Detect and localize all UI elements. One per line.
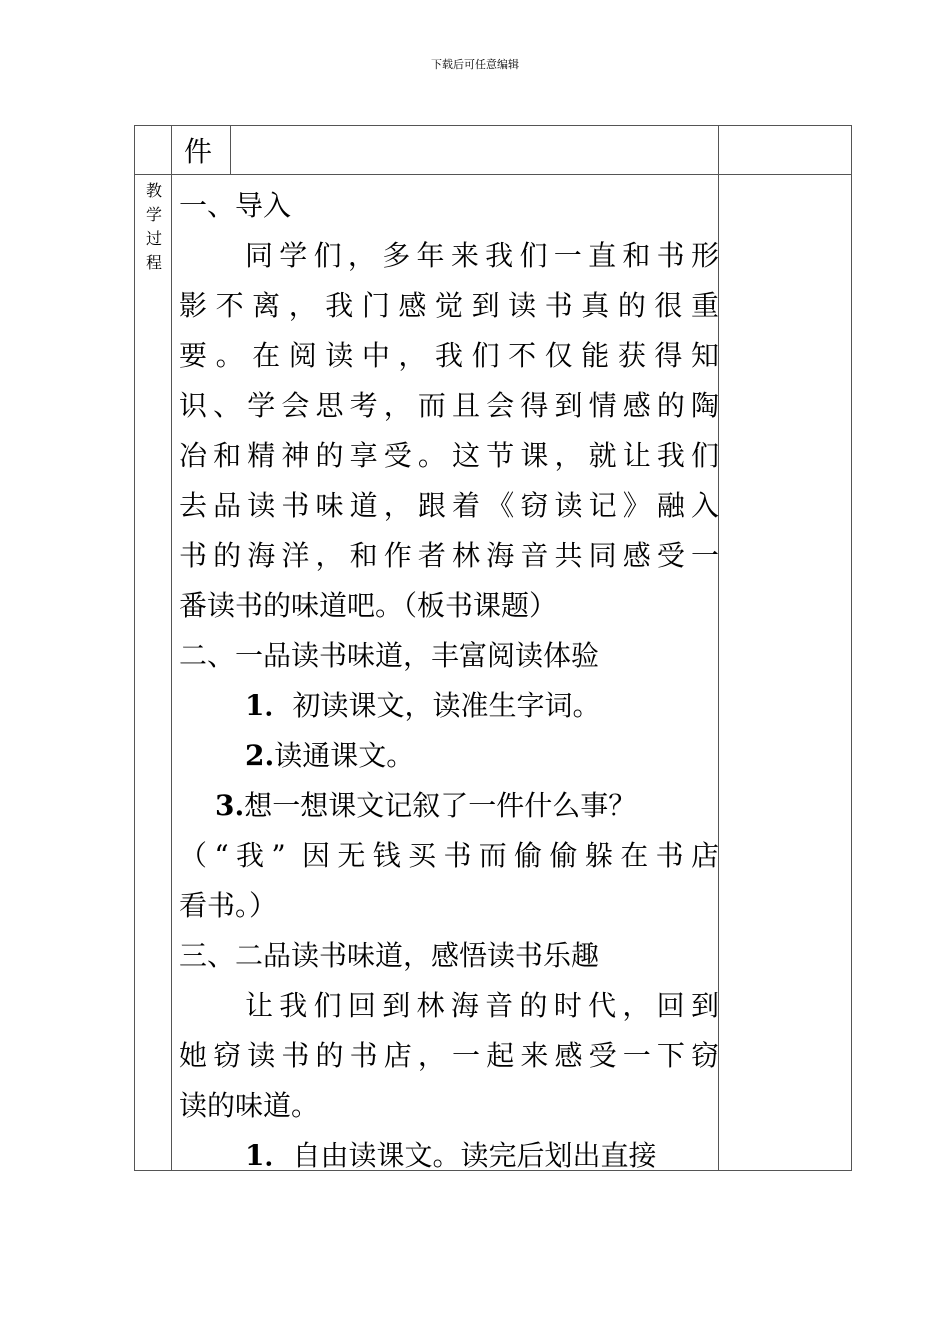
section-heading-second-reading: 三、二品读书味道，感悟读书乐趣 <box>179 939 600 972</box>
list-item-number: 1． <box>245 1139 293 1172</box>
list-item-text: 读通课文。 <box>274 739 415 772</box>
list-item <box>179 681 719 731</box>
teaching-process-label <box>144 179 164 275</box>
section-heading-intro: 一、导入 <box>179 189 292 222</box>
section-heading-first-reading: 二、一品读书味道，丰富阅读体验 <box>179 639 600 672</box>
paragraph-line: 书的海洋，和作者林海音共同感受一 <box>179 539 719 572</box>
paragraph-line: 同学们，多年来我们一直和书形 <box>245 239 719 272</box>
lesson-plan-table <box>134 125 852 1171</box>
paragraph-line: 读的味道。 <box>179 1089 320 1122</box>
paragraph-line: 看书。） <box>179 889 278 922</box>
list-item <box>179 781 719 831</box>
list-item-text: 初读课文，读准生字词。 <box>292 689 601 722</box>
side-label-char: 教 <box>145 181 162 200</box>
table-column-divider <box>171 126 172 1170</box>
paragraph-line: 识、学会思考，而且会得到情感的陶 <box>179 389 719 422</box>
list-item-text: 想一想课文记叙了一件什么事？ <box>244 789 637 822</box>
table-inner-divider <box>230 126 231 174</box>
page-header: 下载后可任意编辑 <box>431 58 519 71</box>
table-row-divider <box>135 174 851 175</box>
list-item-text: 自由读课文。读完后划出直接 <box>292 1139 657 1172</box>
side-label-char: 程 <box>145 253 162 272</box>
row1-cell-text: 件 <box>184 135 213 168</box>
list-item-number: 1． <box>245 689 293 722</box>
paragraph-line: 去品读书味道，跟着《窃读记》融入 <box>179 489 719 522</box>
paragraph-line: （“我” 因无钱买书而偷偷躲在书店 <box>179 839 719 872</box>
list-item <box>179 1131 719 1181</box>
list-item-number: 2. <box>245 739 275 772</box>
lesson-content <box>179 181 719 1181</box>
paragraph-line: 她窃读书的书店，一起来感受一下窃 <box>179 1039 719 1072</box>
paragraph-line: 冶和精神的享受。这节课，就让我们 <box>179 439 719 472</box>
list-item <box>179 731 719 781</box>
paragraph-line: 番读书的味道吧。（板书课题） <box>179 589 558 622</box>
list-item-number: 3. <box>215 789 245 822</box>
side-label-char: 学 <box>145 205 162 224</box>
paragraph-line: 影不离，我门感觉到读书真的很重 <box>179 289 719 322</box>
paragraph-line: 让我们回到林海音的时代，回到 <box>245 989 719 1022</box>
side-label-char: 过 <box>145 229 162 248</box>
paragraph-line: 要。在阅读中，我们不仅能获得知 <box>179 339 719 372</box>
